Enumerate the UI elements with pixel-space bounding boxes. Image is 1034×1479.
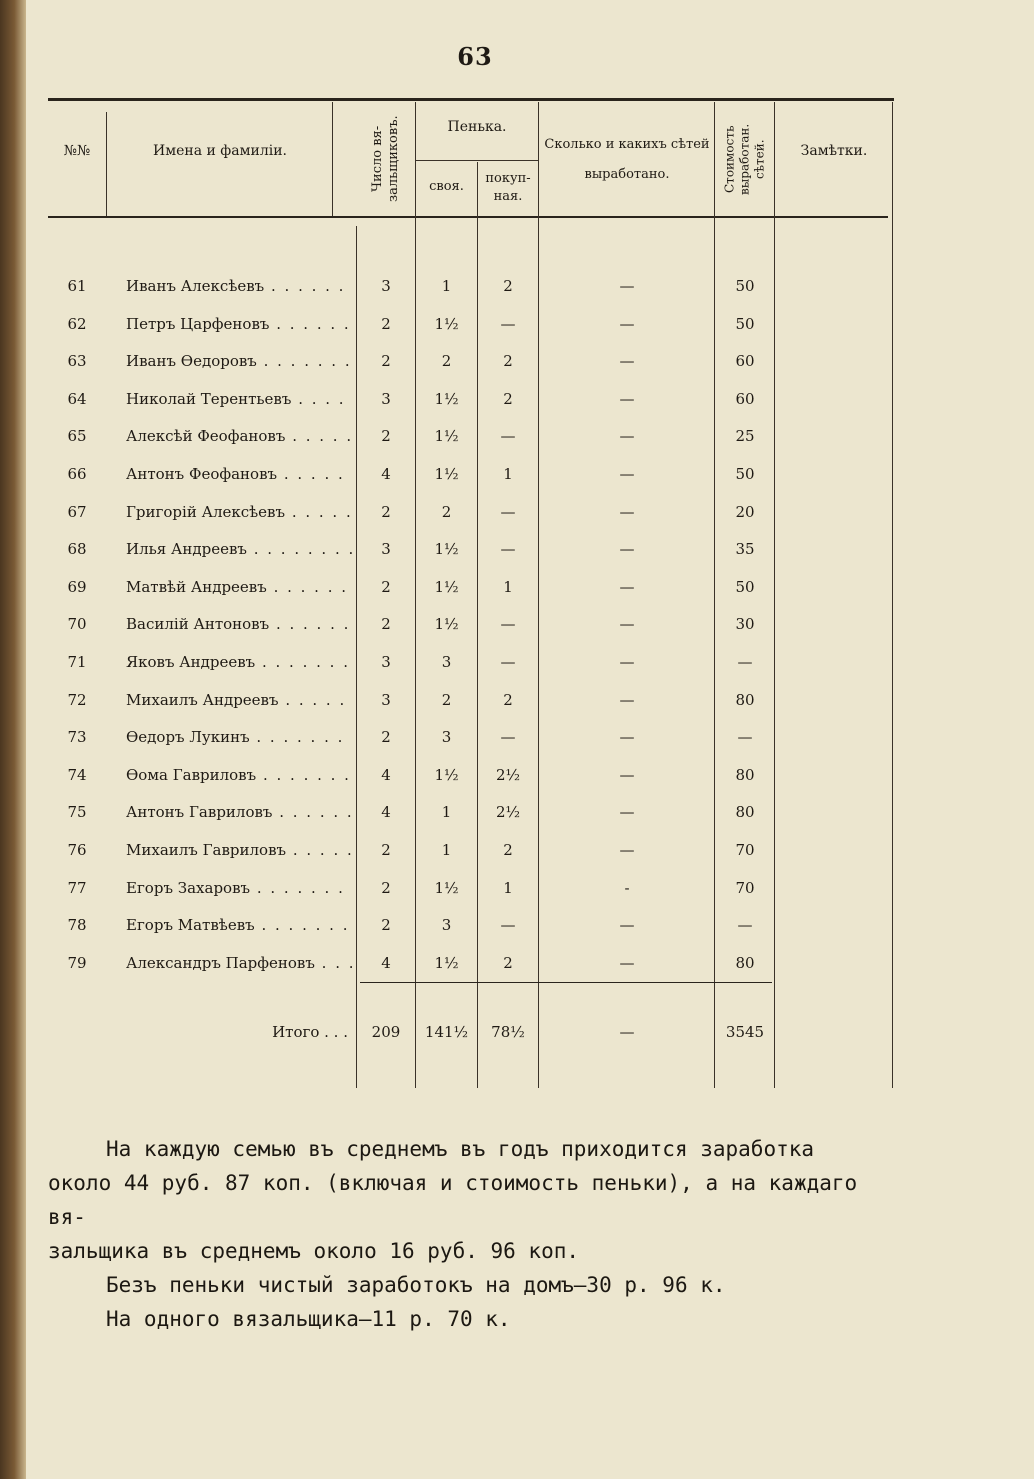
table-row — [48, 945, 894, 981]
row-nets: — — [619, 427, 635, 446]
row-knitters: 2 — [381, 502, 391, 521]
row-knitters: 3 — [381, 277, 391, 295]
row-number: 75 — [67, 803, 87, 822]
summary-line: На каждую семью въ среднемъ въ годъ приходится заработка — [106, 1137, 815, 1161]
table-row — [48, 606, 894, 642]
row-knitters: 3 — [381, 389, 391, 408]
net-earnings-per-house: Безъ пеньки чистый заработокъ на домъ—30 р. 96 к. — [106, 1273, 726, 1297]
data-table — [48, 98, 894, 1088]
row-cost: 80 — [735, 765, 755, 784]
row-number: 72 — [67, 690, 87, 709]
row-hemp-own: 1½ — [434, 615, 459, 634]
row-hemp-own: 3 — [441, 916, 452, 935]
row-hemp-bought: — — [500, 728, 516, 747]
row-nets: — — [619, 916, 635, 935]
row-cost: 70 — [735, 841, 755, 859]
row-hemp-own: 2 — [441, 690, 452, 709]
table-row — [48, 343, 894, 379]
row-name: Илья Андреевъ . . . — [126, 531, 352, 567]
row-cost: 60 — [735, 389, 755, 408]
row-cost: 80 — [735, 690, 755, 709]
row-hemp-bought: — — [500, 314, 516, 333]
row-name: Петръ Царфеновъ . . . — [126, 306, 352, 342]
table-row — [48, 456, 894, 492]
row-nets: — — [619, 465, 635, 483]
row-number: 61 — [67, 277, 87, 295]
table-row — [48, 832, 894, 868]
row-nets: — — [619, 690, 635, 709]
row-nets: — — [619, 953, 635, 972]
row-knitters: 4 — [381, 803, 391, 822]
page-number: 63 — [457, 42, 493, 71]
col-divider — [332, 102, 333, 216]
header-nets: Сколько и какихъ сѣтей выработано. — [544, 137, 710, 182]
summary-text — [48, 1132, 906, 1336]
row-cost: 50 — [735, 577, 755, 596]
row-hemp-bought: 2 — [503, 690, 513, 709]
row-number: 62 — [67, 314, 87, 333]
total-row — [48, 1012, 894, 1052]
header-cost: Стоимость выработан. сѣтей. — [722, 123, 767, 195]
row-hemp-own: 2 — [441, 502, 452, 521]
row-hemp-bought: 2½ — [495, 803, 521, 822]
row-name: Яковъ Андреевъ . . . — [126, 644, 352, 680]
row-hemp-own: 1½ — [434, 465, 459, 483]
table-row — [48, 870, 894, 906]
row-nets: — — [619, 352, 635, 371]
header-knitters: Число вя-зальщиковъ. — [370, 115, 401, 203]
row-hemp-bought: 2 — [503, 389, 513, 408]
row-nets: — — [619, 803, 635, 822]
row-cost: — — [737, 728, 753, 747]
row-knitters: 4 — [381, 953, 391, 972]
row-cost: 35 — [735, 540, 755, 559]
table-row — [48, 418, 894, 454]
header-hemp-bought: покуп-ная. — [485, 171, 531, 204]
row-number: 65 — [67, 427, 87, 446]
row-cost: 70 — [735, 878, 755, 897]
row-knitters: 2 — [381, 615, 391, 634]
table-top-rule — [48, 98, 894, 101]
row-name: Григорій Алексѣевъ . . . — [126, 494, 352, 530]
row-cost: 50 — [735, 277, 755, 295]
row-cost: 80 — [735, 953, 755, 972]
col-divider — [106, 112, 107, 216]
table-header-rule — [48, 216, 888, 218]
header-name: Имена и фамиліи. — [153, 143, 287, 159]
table-row — [48, 907, 894, 943]
row-hemp-own: 1½ — [434, 765, 459, 784]
total-rule — [360, 982, 772, 983]
row-hemp-bought: 2 — [503, 352, 513, 371]
row-knitters: 2 — [381, 916, 391, 935]
row-hemp-own: 3 — [441, 728, 452, 747]
row-knitters: 4 — [381, 465, 391, 483]
total-cost: 3545 — [725, 1023, 765, 1041]
row-hemp-own: 2 — [441, 352, 452, 371]
row-name: Антонъ Гавриловъ . . . — [126, 794, 352, 830]
row-number: 71 — [67, 653, 87, 671]
row-knitters: 2 — [381, 427, 391, 446]
row-name: Матвѣй Андреевъ . . . — [126, 569, 352, 605]
row-nets: — — [619, 314, 635, 333]
row-number: 66 — [67, 465, 87, 483]
row-number: 73 — [67, 728, 87, 747]
row-number: 78 — [67, 916, 87, 935]
hemp-subheader-rule — [416, 160, 538, 161]
row-hemp-bought: 2 — [503, 953, 513, 972]
net-earnings-per-knitter: На одного вязальщика—11 р. 70 к. — [106, 1307, 511, 1331]
row-number: 67 — [67, 502, 87, 521]
row-name: Михаилъ Гавриловъ . . . — [126, 832, 352, 868]
table-row — [48, 531, 894, 567]
row-name: Иванъ Өедоровъ . . . — [126, 343, 352, 379]
row-hemp-own: 1½ — [434, 540, 459, 559]
row-nets: — — [619, 389, 635, 408]
row-hemp-own: 1 — [441, 841, 452, 859]
table-row — [48, 569, 894, 605]
table-row — [48, 381, 894, 417]
row-hemp-bought: — — [500, 653, 516, 671]
row-hemp-own: 1½ — [434, 878, 459, 897]
row-name: Василій Антоновъ . . . — [126, 606, 352, 642]
table-row — [48, 719, 894, 755]
row-nets: — — [619, 615, 635, 634]
row-hemp-bought: — — [500, 916, 516, 935]
row-hemp-bought: — — [500, 615, 516, 634]
row-cost: 80 — [735, 803, 755, 822]
row-name: Егоръ Матвѣевъ . . . — [126, 907, 352, 943]
row-knitters: 3 — [381, 540, 391, 559]
row-knitters: 2 — [381, 841, 391, 859]
table-row — [48, 268, 894, 304]
row-hemp-bought: 2 — [503, 277, 513, 295]
row-hemp-bought: 1 — [503, 878, 513, 897]
row-hemp-own: 1 — [441, 803, 452, 822]
row-name: Өедоръ Лукинъ . . . — [126, 719, 352, 755]
row-cost: — — [737, 653, 753, 671]
table-row — [48, 644, 894, 680]
row-knitters: 2 — [381, 878, 391, 897]
row-name: Николай Терентьевъ . . . — [126, 381, 352, 417]
row-cost: 50 — [735, 465, 755, 483]
row-number: 77 — [67, 878, 87, 897]
row-number: 68 — [67, 540, 87, 559]
row-cost: 25 — [735, 427, 755, 446]
row-cost: — — [737, 916, 753, 935]
row-hemp-own: 1½ — [434, 953, 459, 972]
summary-line: зальщика въ среднемъ около 16 руб. 96 коп. — [48, 1239, 580, 1263]
book-spine — [0, 0, 26, 1479]
table-row — [48, 794, 894, 830]
row-hemp-own: 3 — [441, 653, 452, 671]
header-hemp-own: своя. — [429, 179, 464, 194]
row-name: Алексѣй Феофановъ . . . — [126, 418, 352, 454]
total-label: Итого . . . — [272, 1023, 348, 1041]
row-nets: — — [619, 577, 635, 596]
header-num: №№ — [63, 143, 91, 159]
row-nets: — — [619, 841, 635, 859]
total-nets: — — [619, 1023, 635, 1041]
row-number: 63 — [67, 352, 87, 371]
header-hemp: Пенька. — [447, 119, 507, 135]
row-hemp-own: 1 — [441, 277, 452, 295]
row-hemp-bought: — — [500, 540, 516, 559]
row-number: 74 — [67, 765, 87, 784]
row-nets: — — [619, 765, 635, 784]
row-name: Иванъ Алексѣевъ . . . — [126, 268, 352, 304]
row-name: Егоръ Захаровъ . . . — [126, 870, 352, 906]
total-hemp-bought: 78½ — [491, 1023, 525, 1041]
table-row — [48, 682, 894, 718]
row-hemp-own: 1½ — [434, 427, 459, 446]
row-cost: 50 — [735, 314, 755, 333]
summary-line: около 44 руб. 87 коп. (включая и стоимость пеньки), а на каждаго вя- — [48, 1171, 858, 1229]
row-hemp-own: 1½ — [434, 389, 459, 408]
row-nets: — — [619, 540, 635, 559]
table-row — [48, 757, 894, 793]
header-notes: Замѣтки. — [800, 143, 868, 159]
row-knitters: 2 — [381, 577, 391, 596]
row-number: 70 — [67, 615, 87, 634]
table-row — [48, 306, 894, 342]
row-hemp-bought: 2½ — [495, 765, 521, 784]
row-hemp-bought: 1 — [503, 577, 513, 596]
row-knitters: 4 — [381, 765, 391, 784]
row-cost: 30 — [735, 615, 755, 634]
total-hemp-own: 141½ — [424, 1023, 469, 1041]
row-name: Александръ Парфеновъ . . . — [126, 945, 352, 981]
row-name: Антонъ Феофановъ . . . — [126, 456, 352, 492]
row-number: 76 — [67, 841, 87, 859]
row-knitters: 3 — [381, 653, 391, 671]
row-hemp-own: 1½ — [434, 314, 459, 333]
row-hemp-bought: 1 — [503, 465, 513, 483]
row-hemp-bought: — — [500, 502, 516, 521]
row-cost: 20 — [735, 502, 755, 521]
row-nets: — — [619, 277, 635, 295]
row-nets: — — [619, 502, 635, 521]
table-row — [48, 494, 894, 530]
row-nets: — — [619, 653, 635, 671]
row-hemp-own: 1½ — [434, 577, 459, 596]
row-number: 64 — [67, 389, 87, 408]
row-hemp-bought: 2 — [503, 841, 513, 859]
total-knitters: 209 — [371, 1023, 401, 1041]
row-knitters: 2 — [381, 352, 391, 371]
row-cost: 60 — [735, 352, 755, 371]
row-knitters: 2 — [381, 728, 391, 747]
row-name: Өома Гавриловъ . . . — [126, 757, 352, 793]
row-number: 79 — [67, 953, 87, 972]
row-name: Михаилъ Андреевъ . . . — [126, 682, 352, 718]
row-knitters: 2 — [381, 314, 391, 333]
row-knitters: 3 — [381, 690, 391, 709]
row-nets: — — [619, 728, 635, 747]
row-nets: - — [624, 878, 630, 897]
row-hemp-bought: — — [500, 427, 516, 446]
summary-paragraph — [48, 1132, 906, 1268]
row-number: 69 — [67, 577, 87, 596]
